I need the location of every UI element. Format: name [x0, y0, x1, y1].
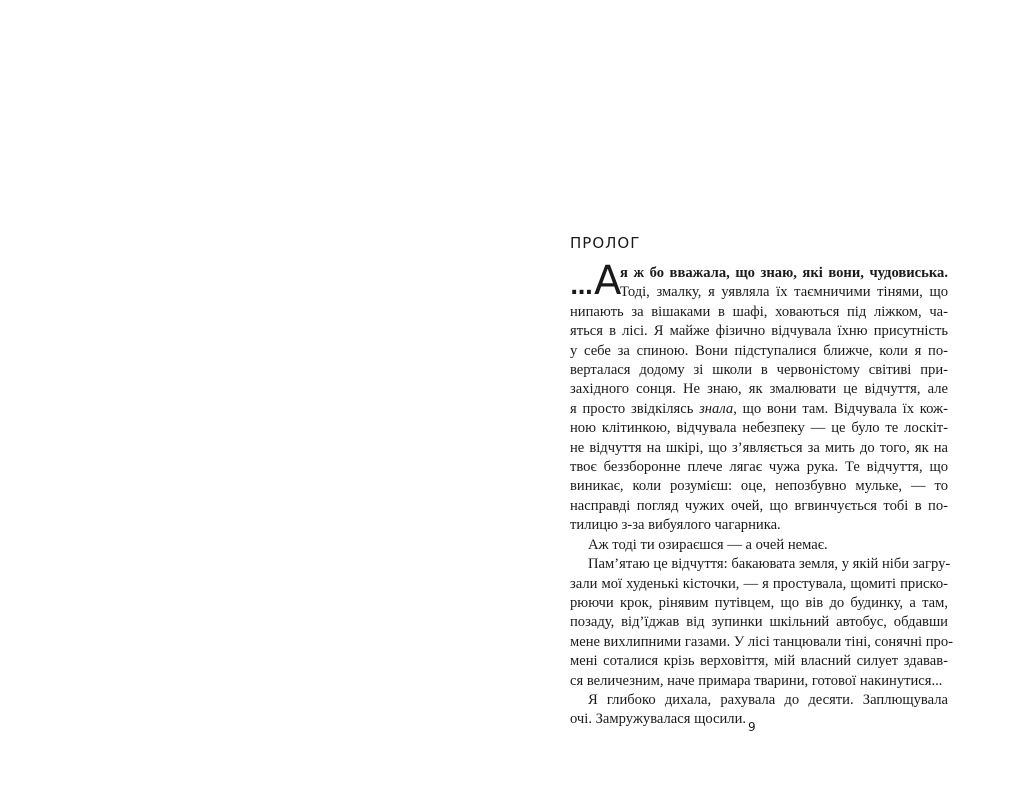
text-line: я ж бо вважала, що знаю, які вони, чудовиська.	[620, 265, 948, 281]
text-line: не відчуття на шкірі, що з’являється за мить до того, як на	[570, 439, 948, 456]
text-line: яться в лісі. Я майже фізично відчувала їхню присутність	[570, 323, 948, 340]
text-line: верталася додому зі школи в червоністому світиві при-	[570, 362, 948, 379]
text-line: Аж тоді ти озираєшся — а очей немає.	[588, 536, 828, 553]
text-line: рюючи крок, рінявим путівцем, що вів до будинку, а там,	[570, 594, 948, 611]
text-line: позаду, від’їджав від зупинки шкільний автобус, обдавши	[570, 614, 948, 631]
text-line	[570, 400, 948, 419]
text-line: насправді погляд чужих очей, що вгвинчується тобі в по-	[570, 497, 948, 514]
emphasis-text: знала	[699, 400, 734, 417]
text-line: ною клітинкою, відчувала небезпеку — це було те лоскіт-	[570, 420, 948, 437]
text-line: тилицю з-за вибуялого чагарника.	[570, 517, 781, 534]
text-line: Пам’ятаю це відчуття: бакаювата земля, у якій ніби загру-	[588, 556, 951, 573]
text-segment: , що вони там. Відчувала їх кож-	[733, 400, 948, 417]
paragraph-4	[570, 691, 948, 730]
text-line: мені соталися крізь верховіття, мій власний силует здавав-	[570, 653, 948, 670]
paragraph-2	[570, 536, 948, 555]
text-line: у себе за спиною. Вони підступалися ближче, коли я по-	[570, 342, 948, 359]
text-line: виникає, коли розумієш: оце, непозбувно мульке, — то	[570, 478, 948, 495]
text-line: ся величезним, наче примара тварини, готової накинутися...	[570, 672, 943, 689]
dropcap-letter: А	[594, 258, 622, 304]
paragraph-3	[570, 555, 954, 691]
dropcap	[570, 258, 622, 304]
paragraph-1	[570, 258, 948, 536]
text-line: зали мої худенькі кісточки, — я простувала, щомиті приско-	[570, 575, 948, 592]
body-text	[570, 258, 954, 730]
text-line: Я глибоко дихала, рахувала до десяти. Заплющувала	[588, 691, 948, 708]
text-line: Тоді, змалку, я уявляла їх таємничими тінями, що	[620, 284, 948, 301]
text-line: твоє беззборонне плече лягає чужа рука. Те відчуття, що	[570, 459, 948, 476]
text-line: мене вихлипними газами. У лісі танцювали тіні, сонячні про-	[570, 633, 954, 650]
text-line: нипають за вішаками в шафі, ховаються під ліжком, ча-	[570, 303, 948, 320]
text-segment: я просто звідкілясь	[570, 400, 700, 417]
page-number: 9	[748, 720, 756, 734]
chapter-title: ПРОЛОГ	[570, 234, 641, 252]
right-page	[512, 0, 1024, 802]
text-line: очі. Замружувалася щосили.	[570, 711, 747, 728]
text-line: західного сонця. Не знаю, як змалювати це відчуття, але	[570, 381, 948, 398]
dropcap-ellipsis: ...	[570, 275, 593, 300]
